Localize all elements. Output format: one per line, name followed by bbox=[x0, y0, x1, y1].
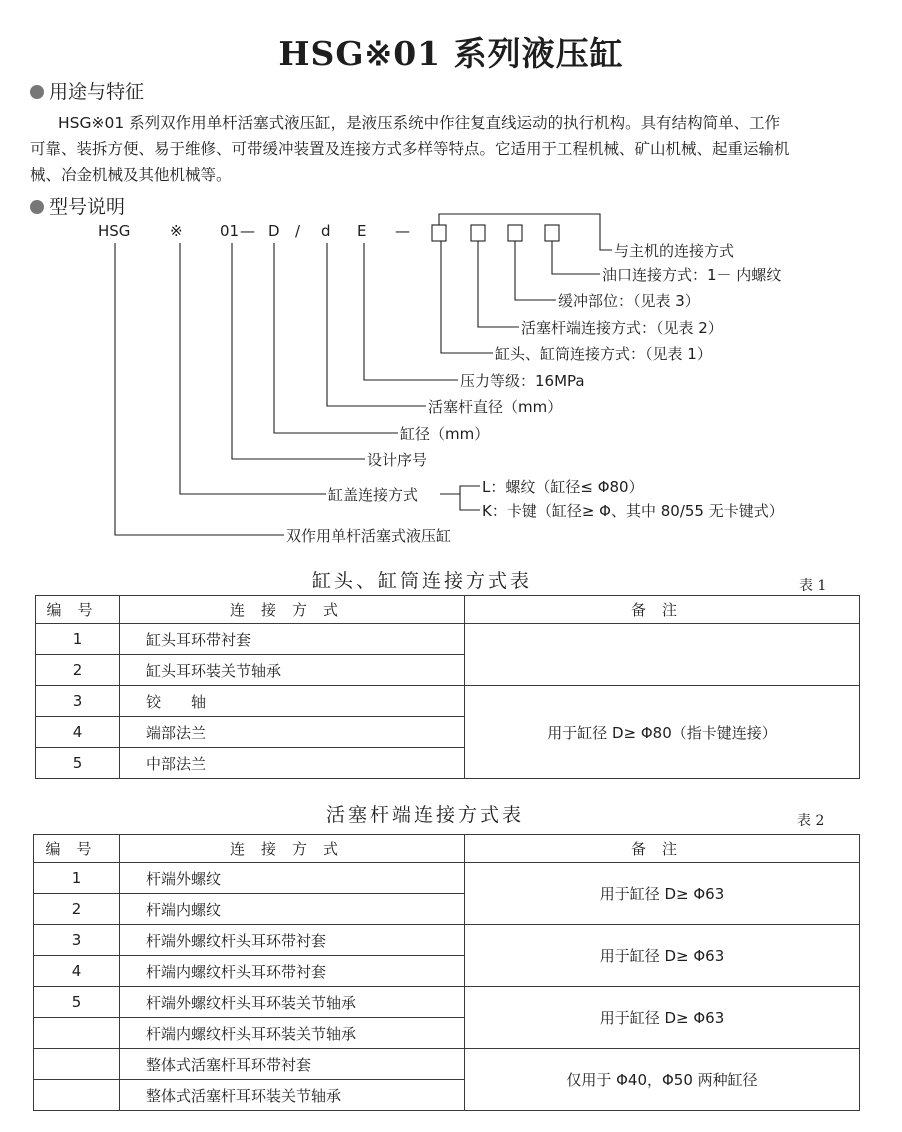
row-no bbox=[34, 1080, 120, 1111]
table1 bbox=[35, 595, 860, 779]
section-model-label: 型号说明 bbox=[49, 196, 126, 218]
label-rod-end: 活塞杆端连接方式：（见表 2） bbox=[521, 319, 723, 337]
row-no bbox=[34, 1049, 120, 1080]
table1-header-no: 编号 bbox=[36, 596, 120, 624]
table-row bbox=[34, 863, 860, 894]
table2 bbox=[33, 834, 860, 1111]
row-method: 整体式活塞杆耳环装关节轴承 bbox=[120, 1080, 465, 1111]
label-bore: 缸径（mm） bbox=[400, 425, 490, 443]
row-note: 用于缸径 D≥ Φ63 bbox=[465, 863, 860, 925]
row-no: 3 bbox=[34, 925, 120, 956]
label-rod-diameter: 活塞杆直径（mm） bbox=[428, 398, 563, 416]
row-method: 杆端外螺纹杆头耳环带衬套 bbox=[120, 925, 465, 956]
usage-line-3: 械、冶金机械及其他机械等。 bbox=[30, 166, 232, 184]
table1-title: 缸头、缸筒连接方式表 bbox=[312, 570, 533, 592]
code-dash-1: — bbox=[240, 222, 255, 240]
table2-tag: 表 2 bbox=[797, 813, 825, 829]
row-note: 仅用于 Φ40，Φ50 两种缸径 bbox=[465, 1049, 860, 1111]
table2-header-method: 连接方式 bbox=[120, 835, 465, 863]
usage-line-2: 可靠、装拆方便、易于维修、可带缓冲装置及连接方式多样等特点。它适用于工程机械、矿山机械、起重运输机 bbox=[30, 140, 790, 158]
row-no: 3 bbox=[36, 686, 120, 717]
row-note: 用于缸径 D≥ Φ80（指卡键连接） bbox=[465, 686, 860, 779]
row-method: 整体式活塞杆耳环带衬套 bbox=[120, 1049, 465, 1080]
row-no: 2 bbox=[34, 894, 120, 925]
table2-title: 活塞杆端连接方式表 bbox=[326, 804, 525, 826]
table1-tag: 表 1 bbox=[799, 578, 827, 594]
label-head-barrel: 缸头、缸筒连接方式：（见表 1） bbox=[495, 345, 712, 363]
table1-header-row bbox=[36, 596, 860, 624]
table2-header-no: 编号 bbox=[34, 835, 120, 863]
row-note: 用于缸径 D≥ Φ63 bbox=[465, 987, 860, 1049]
section-usage-label: 用途与特征 bbox=[49, 81, 145, 103]
label-pressure: 压力等级：16MPa bbox=[460, 372, 585, 390]
code-dash-2: — bbox=[395, 222, 410, 240]
label-cover-connection: 缸盖连接方式 bbox=[328, 486, 419, 504]
row-method: 铰 轴 bbox=[120, 686, 465, 717]
table2-header-note: 备注 bbox=[465, 835, 860, 863]
row-method: 杆端外螺纹杆头耳环装关节轴承 bbox=[120, 987, 465, 1018]
row-method: 杆端内螺纹杆头耳环装关节轴承 bbox=[120, 1018, 465, 1049]
row-method: 杆端内螺纹杆头耳环带衬套 bbox=[120, 956, 465, 987]
label-key-K: K：卡键（缸径≥ Φ、其中 80/55 无卡键式） bbox=[482, 502, 784, 520]
code-d: d bbox=[321, 222, 331, 240]
row-note-empty bbox=[465, 624, 860, 686]
label-thread-L: L：螺纹（缸径≤ Φ80） bbox=[482, 478, 644, 496]
code-01: 01 bbox=[220, 222, 240, 240]
row-no: 5 bbox=[36, 748, 120, 779]
row-no: 1 bbox=[34, 863, 120, 894]
row-method: 中部法兰 bbox=[120, 748, 465, 779]
usage-line-1: HSG※01 系列双作用单杆活塞式液压缸，是液压系统中作往复直线运动的执行机构。具有结构简单、工作 bbox=[58, 114, 781, 132]
row-method: 缸头耳环装关节轴承 bbox=[120, 655, 465, 686]
table1-header-method: 连接方式 bbox=[120, 596, 465, 624]
code-D: D bbox=[268, 222, 280, 240]
label-cylinder-type: 双作用单杆活塞式液压缸 bbox=[286, 527, 452, 545]
page-title: HSG※01 系列液压缸 bbox=[278, 34, 624, 73]
table-row bbox=[34, 987, 860, 1018]
row-no bbox=[34, 1018, 120, 1049]
label-cushion: 缓冲部位：（见表 3） bbox=[558, 292, 700, 310]
row-note: 用于缸径 D≥ Φ63 bbox=[465, 925, 860, 987]
table-row bbox=[34, 925, 860, 956]
code-E: E bbox=[357, 222, 367, 240]
table-row bbox=[34, 1049, 860, 1080]
row-no: 4 bbox=[34, 956, 120, 987]
table-row bbox=[36, 686, 860, 717]
code-hsg: HSG bbox=[98, 222, 131, 240]
code-slash: / bbox=[295, 222, 301, 240]
label-design-no: 设计序号 bbox=[367, 451, 428, 469]
row-no: 1 bbox=[36, 624, 120, 655]
table-row bbox=[36, 624, 860, 655]
row-method: 杆端外螺纹 bbox=[120, 863, 465, 894]
code-series-mark: ※ bbox=[170, 222, 183, 240]
table1-header-note: 备注 bbox=[465, 596, 860, 624]
row-no: 2 bbox=[36, 655, 120, 686]
row-method: 杆端内螺纹 bbox=[120, 894, 465, 925]
row-no: 5 bbox=[34, 987, 120, 1018]
label-port-connection: 油口连接方式：1－ 内螺纹 bbox=[602, 266, 782, 284]
row-no: 4 bbox=[36, 717, 120, 748]
row-method: 缸头耳环带衬套 bbox=[120, 624, 465, 655]
label-host-connection: 与主机的连接方式 bbox=[614, 242, 735, 260]
table2-header-row bbox=[34, 835, 860, 863]
row-method: 端部法兰 bbox=[120, 717, 465, 748]
